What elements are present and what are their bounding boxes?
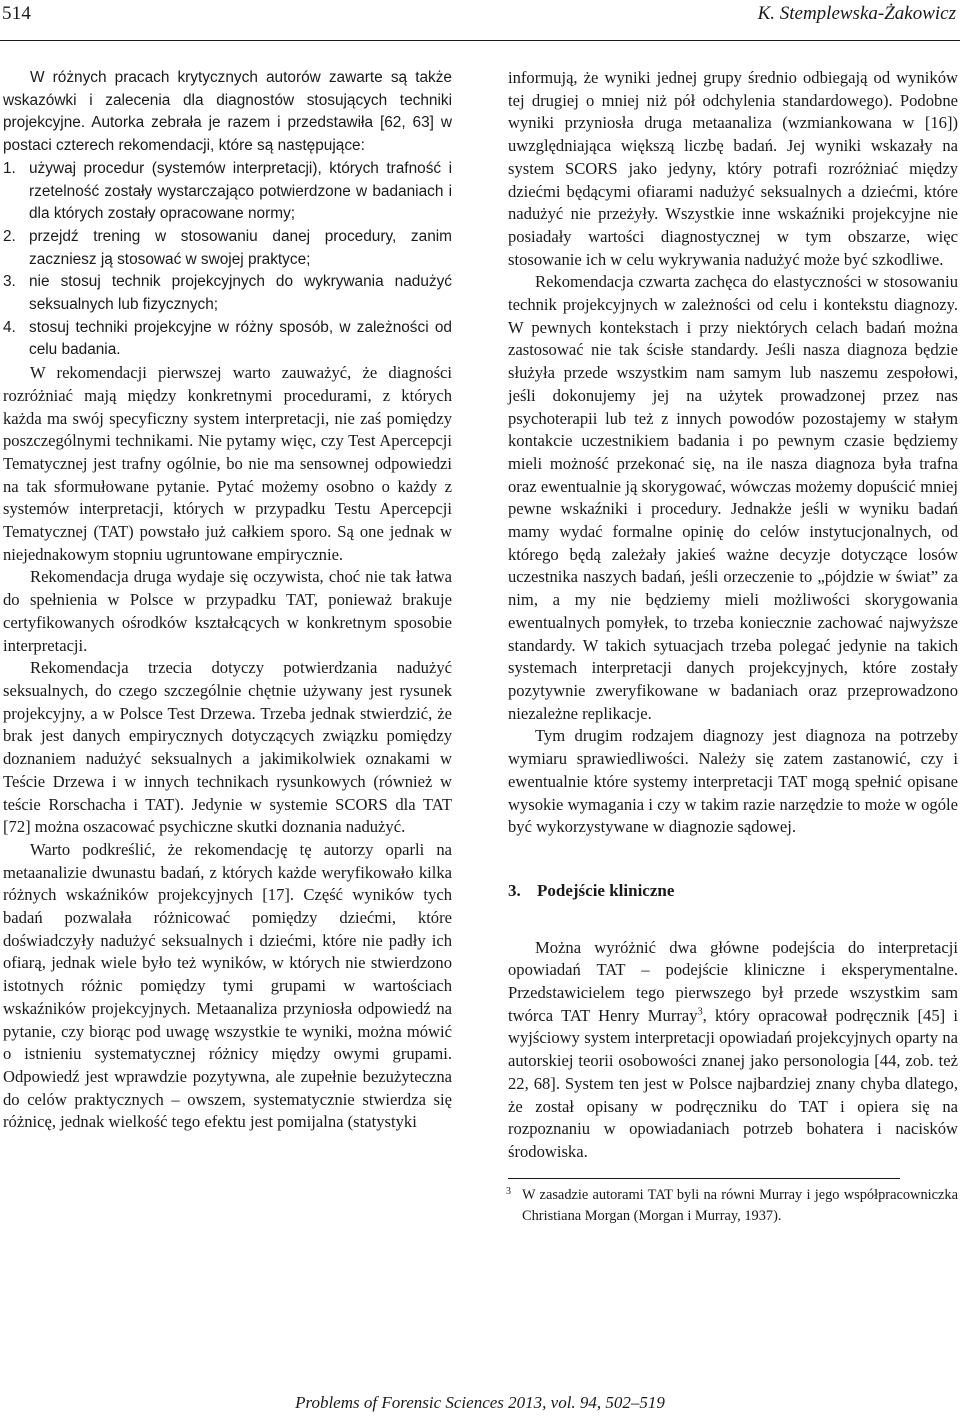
footnote-reference[interactable]: 3 (697, 1006, 703, 1018)
recommendation-text: przejdź trening w stosowaniu danej procedury, zanim zaczniesz ją stosować w swojej praktyce; (29, 227, 452, 268)
recommendation-text: używaj procedur (systemów interpretacji), których trafność i rzetelność zostały wystarczająco potwierdzone w badaniach i dla których zostały opracowane normy; (29, 159, 452, 223)
recommendation-item (3, 226, 452, 271)
continuation-paragraph: informują, że wyniki jednej grupy średnio odbiegają od wyników tej drugiej o mniej niż pół odchylenia standardowego). Podobne wyniki przyniosła druga metaanaliza (wzmiankowana w [16]) uwzględniająca większą liczbę badań. Jej wyniki wskazały na system SCORS jako jedyny, który potrafi rozróżniać między dziećmi będącymi ofiarami nadużyć seksualnych a dziećmi, które nadużyć nie przeżyły. Wszystkie inne wskaźniki projekcyjne nie posiadały wartości diagnostycznej w tym obszarze, więc stosowanie ich w celu wykrywania nadużyć może być szkodliwe. (508, 68, 958, 269)
recommendation-number: 3. (3, 273, 16, 291)
section-title: Podejście kliniczne (537, 880, 675, 900)
footnote-mark: 3 (506, 1185, 511, 1197)
recommendation-text: nie stosuj technik projekcyjnych do wykrywania nadużyć seksualnych lub fizycznych; (29, 273, 452, 314)
journal-citation: Problems of Forensic Sciences 2013, vol. 94, 502–519 (295, 1393, 665, 1412)
recommendation-number: 4. (3, 318, 16, 336)
page-number: 514 (2, 3, 32, 24)
recommendation-number: 2. (3, 227, 16, 245)
right-column (508, 67, 958, 1227)
recommendation-item (3, 317, 452, 362)
body-paragraph: Rekomendacja czwarta zachęca do elastyczności w stosowaniu technik projekcyjnych w zależności od celu i kontekstu diagnozy. W pewnych kontekstach i przy niektórych celach badań można zastosować nie tak ścisłe standardy. Jeśli nasza diagnoza będzie służyła przede wszystkim nam samym lub naszemu zespołowi, jeśli dokonujemy jej na użytek prowadzonej przez nas psychoterapii lub też z innych powodów pozostajemy w stałym kontakcie uczestnikiem badania i po pewnym czasie będziemy mieli możność przekonać się, na ile nasza diagnoza była trafna oraz ewentualnie ją skorygować, wówczas możemy dopuścić mniej pewne wskaźniki i procedury. Jednakże jeśli w wyniku badań mamy wydać formalne opinię do celów instytucjonalnych, od którego będą zależały jakieś ważne decyzje dotyczące losów uczestnika naszych badań, jeśli orzeczenie to „pójdzie w świat” za nim, a my nie będziemy mieli możliwości skorygowania ewentualnych pomyłek, to trzeba koniecznie zachować najwyższe standardy. W takich sytuacjach trzeba polegać jedynie na takich systemach interpretacji danych projekcyjnych, które zostały pozytywnie zweryfikowane w badaniach oraz przeprowadzono niezależne replikacje. (508, 272, 958, 723)
recommendation-item (3, 271, 452, 316)
recommendation-text: stosuj techniki projekcyjne w różny sposób, w zależności od celu badania. (29, 318, 452, 359)
footnote-text: W zasadzie autorami TAT byli na równi Murray i jego współpracowniczka Christiana Morgan (Morgan i Murray, 1937). (522, 1186, 958, 1224)
running-author: K. Stemplewska-Żakowicz (757, 3, 956, 24)
body-paragraph: Tym drugim rodzajem diagnozy jest diagnoza na potrzeby wymiaru sprawiedliwości. Należy się zatem zastanowić, czy i ewentualnie które systemy interpretacji TAT mogą spełnić opisane wysokie wymagania i czy w takim razie narzędzie to może w ogóle być wykorzystywane w diagnozie sądowej. (508, 726, 958, 837)
recommendation-item (3, 158, 452, 226)
section-number: 3. (508, 880, 521, 900)
footnote-separator (508, 1178, 900, 1179)
section-paragraph-text: Można wyróżnić dwa główne podejścia do interpretacji opowiadań TAT – podejście kliniczne i eksperymentalne. Przedstawicielem tego pierwszego był przede wszystkim sam twórca TAT Henry Murray (508, 937, 958, 1025)
section-paragraph-text: , który opracował podręcznik [45] i wyjściowy system interpretacji opowiadań projekcyjnych oparty na autorskiej teorii osobowości znanej jako personologia [44, zob. też 22, 68]. System ten jest w Polsce najbardziej znany chyba dlatego, że został opisany w podręczniku do TAT i opiera się na rozpoznaniu w opowiadaniach potrzeb bohatera i nacisków środowiska. (508, 1005, 959, 1161)
section-heading (508, 880, 958, 903)
left-column (3, 67, 452, 1134)
page-header (0, 0, 960, 41)
footnote (508, 1185, 958, 1227)
body-paragraph: W rekomendacji pierwszej warto zauważyć, że diagności rozróżniać mają między konkretnymi procedurami, z których każda ma swój specyficzny system interpretacji, nie zaś pomiędzy poszczególnymi technikami. Nie pytamy więc, czy Test Apercepcji Tematycznej jest trafny ogólnie, bo nie ma sensownej odpowiedzi na tak sformułowane pytanie. Pytać możemy osobno o każdy z systemów interpretacji, których w przypadku Testu Apercepcji Tematycznej (TAT) powstało już całkiem sporo. Są one jednak w niejednakowym stopniu ugruntowane empirycznie. (3, 363, 452, 564)
recommendation-number: 1. (3, 159, 16, 177)
intro-paragraph: W różnych pracach krytycznych autorów zawarte są także wskazówki i zalecenia dla diagnostów stosujących techniki projekcyjne. Autorka zebrała je razem i przedstawiła [62, 63] w postaci czterech rekomendacji, które są następujące: (3, 69, 452, 155)
section-paragraph (508, 937, 958, 1164)
page-footer (0, 1393, 960, 1413)
body-paragraph: Rekomendacja trzecia dotyczy potwierdzania nadużyć seksualnych, do czego szczególnie chętnie używany jest rysunek projekcyjny, a w Polsce Test Drzewa. Trzeba jednak stwierdzić, że brak jest danych empirycznych dotyczących związku pomiędzy doznaniem nadużyć seksualnych a jakimikolwiek oznakami w Teście Drzewa i w innych technikach rysunkowych (również w teście Rorschacha i TAT). Jedynie w systemie SCORS dla TAT [72] można oszacować psychiczne skutki doznania nadużyć. (3, 658, 452, 837)
body-paragraph: Rekomendacja druga wydaje się oczywista, choć nie tak łatwa do spełnienia w Polsce w przypadku TAT, ponieważ brakuje certyfikowanych ośrodków kształcących w konkretnym sposobie interpretacji. (3, 567, 452, 655)
body-paragraph: Warto podkreślić, że rekomendację tę autorzy oparli na metaanalizie dwunastu badań, z których każde weryfikowało kilka różnych wskaźników projekcyjnych [17]. Część wyników tych badań pozwalała różnicować pomiędzy dziećmi, które doświadczyły nadużyć seksualnych i dziećmi, które nie padły ich ofiarą, jednak wiele było też wyników, w których nie stwierdzono istotnych różnic pomiędzy tymi grupami w wartościach wskaźników projekcyjnych. Metaanaliza przyniosła odpowiedź na pytanie, czy biorąc pod uwagę wszystkie te wyniki, można mówić o istnieniu systematycznej różnicy między owymi grupami. Odpowiedź jest wprawdzie pozytywna, ale zupełnie bezużyteczna do celów praktycznych – owszem, systematycznie stwierdza się różnicę, jednak wielkość tego efektu jest pomijalna (statystyki (3, 839, 452, 1132)
recommendations-list (3, 158, 452, 362)
